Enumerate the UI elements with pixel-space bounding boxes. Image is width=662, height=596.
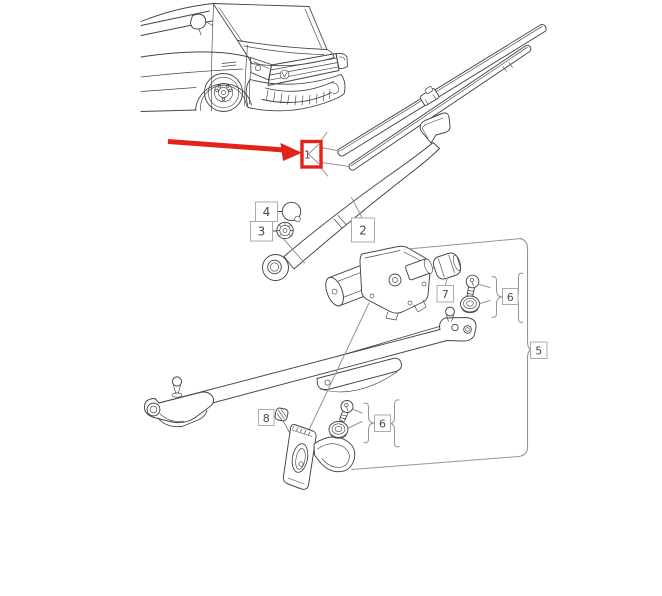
callout-8[interactable] [259,410,275,426]
callout-2-label: 2 [359,223,367,238]
callout-6-lower-leaders [349,410,363,429]
wiper-blade-upper [338,24,546,156]
callout-6-upper-left-brace [492,277,502,318]
van-line-drawing [141,4,348,112]
van-front-wheel [196,74,252,112]
van-headlight-right [336,53,348,68]
grommet-upper [461,296,480,313]
bolt-lower [340,401,354,422]
callout-3-label: 3 [257,224,266,239]
hex-nut [273,222,294,238]
wiper-blade-lower [349,45,531,170]
wiper-linkage-frame [144,307,476,427]
callout-5[interactable] [531,342,548,359]
callout-4-label: 4 [262,205,271,219]
bolt-upper [466,275,479,298]
bracket-5-top-connector [408,239,522,250]
callout-6-lower[interactable] [375,415,391,432]
wiper-motor [322,246,434,320]
van-grille [268,54,339,86]
callout-6-lower-left-brace [364,403,374,443]
callout-3[interactable] [251,222,273,242]
van-side-mirror [191,14,214,35]
callout-5-label: 5 [535,344,543,358]
grommet-lower [329,422,348,439]
cover-cap [278,202,301,222]
mount-bracket-hook [314,437,355,472]
callout-7[interactable] [437,286,454,303]
bracket-5-bottom-connector [352,457,519,470]
callout-8-label: 8 [262,411,270,425]
callout-1-label: 1 [304,149,311,162]
callout-2[interactable] [352,218,375,242]
callout-6-upper[interactable] [503,289,519,305]
callout-6-upper-leaders [480,285,491,304]
mounting-nut [274,407,292,437]
linkage-ball-stud-left [172,377,182,397]
callout-5-brace [519,239,531,457]
callout-6-lower-right-brace [391,400,400,447]
callout-7-label: 7 [441,288,449,301]
red-highlight-arrow [168,142,302,162]
callout-6-lower-label: 6 [379,417,386,431]
callout-4[interactable] [256,202,278,222]
motor-shaft-cap [432,251,464,281]
linkage-left-bracket [144,377,213,427]
callout-6-upper-label: 6 [506,290,514,304]
